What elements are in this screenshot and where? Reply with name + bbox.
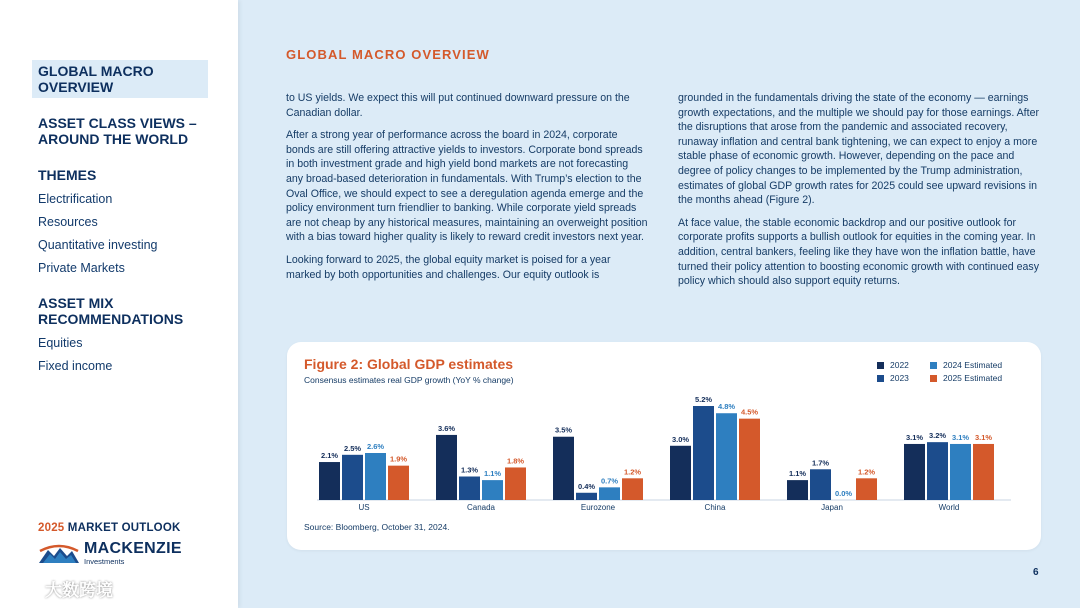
section-title: GLOBAL MACRO OVERVIEW bbox=[286, 47, 490, 62]
outlook-text: MARKET OUTLOOK bbox=[67, 522, 181, 534]
sidebar-item-equities[interactable]: Equities bbox=[38, 336, 83, 350]
data-label: 4.8% bbox=[717, 402, 736, 412]
data-label: 3.1% bbox=[974, 432, 993, 442]
bar-canada-2022 bbox=[436, 435, 457, 500]
x-tick-label: US bbox=[358, 503, 370, 512]
x-tick-label: World bbox=[938, 503, 960, 512]
mackenzie-logo bbox=[38, 541, 182, 566]
data-label: 1.2% bbox=[623, 467, 642, 477]
data-label: 0.7% bbox=[600, 476, 619, 486]
data-label: 5.2% bbox=[694, 395, 713, 404]
paragraph: At face value, the stable economic backdrop and our positive outlook for corporate profits supports a bullish outlook for equities in the coming year. In addition, central bankers, feeling like they have won the inflation battle, have turned their policy attention to boosting economic growth with continued easy policy which should also support equity returns. bbox=[678, 216, 1039, 288]
bar-world-2022 bbox=[904, 444, 925, 500]
data-label: 1.1% bbox=[483, 469, 502, 479]
data-label: 3.2% bbox=[928, 431, 947, 441]
bar-china-2022 bbox=[670, 446, 691, 500]
data-label: 2.6% bbox=[366, 442, 385, 451]
legend-label: 2022 bbox=[890, 360, 909, 370]
chart-subtitle: Consensus estimates real GDP growth (YoY % change) bbox=[304, 375, 514, 385]
bar-us-2024 bbox=[365, 453, 386, 500]
data-label: 1.9% bbox=[389, 454, 408, 464]
paragraph: After a strong year of performance across the board in 2024, corporate bonds are still offering attractive yields to investors. Corporate bond spreads in both investment grade and high yield bond markets are not forecasting any broad-based deterioration in fundamentals. With Trump’s election to the Oval Office, we should expect to see a deregulation agenda emerge and the policy environment turn friendlier to banking. While corporate yield spreads are not cheap by any historical measures, maintaining an overweight position with a bias toward higher quality is likely to reward credit investors next year. bbox=[286, 129, 648, 244]
sidebar-item-asset-class-views[interactable]: ASSET CLASS VIEWS – AROUND THE WORLD bbox=[38, 115, 197, 147]
paragraph: grounded in the fundamentals driving the state of the economy — earnings growth expectations, and the multiple we should pay for those earnings. After the disruptions that arose from the pandemic and associated recovery, runaway inflation and central bank tightening, we can expect to enjoy a more stable phase of economic growth. However, depending on the pace and degree of policy changes to be implemented by the Trump administration, estimates of global GDP growth rates for 2025 could see upward revisions in the months ahead (Figure 2). bbox=[678, 92, 1039, 207]
legend-label: 2024 Estimated bbox=[943, 360, 1003, 370]
data-label: 3.5% bbox=[554, 425, 573, 435]
data-label: 3.0% bbox=[671, 434, 690, 444]
bar-china-2023 bbox=[693, 406, 714, 500]
sidebar bbox=[0, 0, 238, 608]
bar-china-2025 bbox=[739, 419, 760, 500]
mackenzie-logo-icon bbox=[38, 543, 80, 565]
gdp-bar-chart bbox=[287, 342, 1041, 550]
bar-canada-2025 bbox=[505, 467, 526, 500]
sidebar-item-private-markets[interactable]: Private Markets bbox=[38, 261, 125, 275]
legend-label: 2025 Estimated bbox=[943, 373, 1003, 383]
paragraph: Looking forward to 2025, the global equity market is poised for a year marked by both opportunities and challenges. Our equity outlook is bbox=[286, 253, 611, 281]
data-label: 3.1% bbox=[951, 432, 970, 442]
bar-japan-2025 bbox=[856, 478, 877, 500]
sidebar-item-quantitative-investing[interactable]: Quantitative investing bbox=[38, 238, 158, 252]
market-outlook-title bbox=[38, 522, 182, 534]
x-tick-label: Canada bbox=[466, 503, 496, 512]
bar-us-2023 bbox=[342, 455, 363, 500]
bar-eurozone-2024 bbox=[599, 487, 620, 500]
watermark-text: 大数跨境 bbox=[45, 581, 113, 600]
text-column-right bbox=[678, 91, 1040, 297]
bar-china-2024 bbox=[716, 413, 737, 500]
bar-japan-2022 bbox=[787, 480, 808, 500]
data-label: 2.5% bbox=[343, 443, 362, 453]
company-name: MACKENZIE bbox=[84, 540, 182, 557]
data-label: 1.2% bbox=[857, 467, 876, 477]
page-number: 6 bbox=[1033, 567, 1039, 578]
data-label: 2.1% bbox=[320, 451, 339, 461]
x-tick-label: Eurozone bbox=[580, 503, 616, 512]
figure-card bbox=[287, 342, 1041, 550]
data-label: 0.4% bbox=[577, 481, 596, 491]
x-tick-label: China bbox=[704, 503, 726, 512]
bar-canada-2024 bbox=[482, 480, 503, 500]
bar-eurozone-2025 bbox=[622, 478, 643, 500]
data-label: 1.7% bbox=[811, 458, 830, 468]
bar-us-2025 bbox=[388, 466, 409, 500]
paragraph: to US yields. We expect this will put continued downward pressure on the Canadian dollar. bbox=[286, 92, 630, 119]
data-label: 1.1% bbox=[788, 469, 807, 479]
bar-us-2022 bbox=[319, 462, 340, 500]
brand-block bbox=[38, 522, 182, 566]
sidebar-item-themes[interactable]: THEMES bbox=[38, 167, 97, 183]
data-label: 0.0% bbox=[834, 489, 853, 498]
sidebar-item-electrification[interactable]: Electrification bbox=[38, 192, 113, 206]
bar-world-2023 bbox=[927, 442, 948, 500]
sidebar-item-asset-mix-recommendations[interactable]: ASSET MIX RECOMMENDATIONS bbox=[38, 295, 184, 327]
sidebar-item-resources[interactable]: Resources bbox=[38, 215, 98, 229]
text-column-left bbox=[286, 91, 648, 290]
sidebar-nav bbox=[32, 60, 208, 376]
outlook-year: 2025 bbox=[38, 522, 65, 534]
bar-canada-2023 bbox=[459, 477, 480, 501]
x-tick-label: Japan bbox=[821, 503, 843, 512]
legend-label: 2023 bbox=[890, 373, 909, 383]
chart-source: Source: Bloomberg, October 31, 2024. bbox=[304, 522, 450, 532]
data-label: 4.5% bbox=[740, 407, 759, 417]
bar-world-2024 bbox=[950, 444, 971, 500]
bar-eurozone-2022 bbox=[553, 437, 574, 500]
bar-japan-2023 bbox=[810, 469, 831, 500]
company-sub: Investments bbox=[84, 557, 125, 566]
sidebar-item-fixed-income[interactable]: Fixed income bbox=[38, 359, 113, 373]
data-label: 1.3% bbox=[460, 465, 479, 475]
bar-eurozone-2023 bbox=[576, 493, 597, 500]
bar-world-2025 bbox=[973, 444, 994, 500]
sidebar-item-global-macro-overview[interactable]: GLOBAL MACRO OVERVIEW bbox=[32, 60, 208, 98]
data-label: 1.8% bbox=[506, 456, 525, 466]
watermark bbox=[6, 576, 113, 601]
data-label: 3.6% bbox=[437, 423, 456, 433]
chart-title: Figure 2: Global GDP estimates bbox=[304, 356, 514, 372]
data-label: 3.1% bbox=[905, 432, 924, 442]
watermark-logo-icon bbox=[6, 579, 40, 599]
